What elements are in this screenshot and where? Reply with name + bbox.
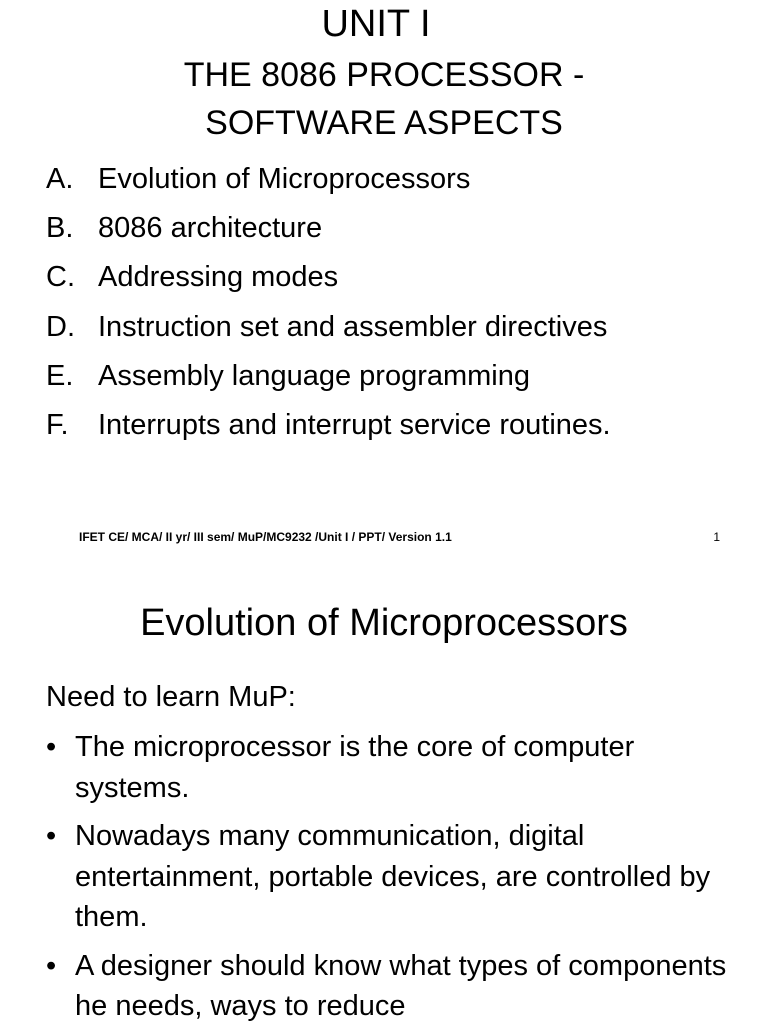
slide-2 [0, 560, 768, 1024]
outline-item-letter: F. [46, 409, 69, 442]
unit-title: UNIT I [321, 3, 431, 45]
outline-item-letter: D. [46, 310, 75, 343]
bullet-list [46, 727, 746, 1035]
outline-item-text: Instruction set and assembler directives [98, 310, 608, 343]
outline-item [46, 253, 611, 302]
outline-item [46, 352, 611, 401]
bullet-text: Nowadays many communication, digital entertainment, portable devices, are controlled by them. [75, 820, 711, 933]
outline-item-letter: A. [46, 163, 74, 195]
slide-title-line-1: THE 8086 PROCESSOR - [183, 56, 585, 94]
bullet-text: A designer should know what types of components he needs, ways to reduce [75, 949, 727, 1022]
slide-footer: IFET CE/ MCA/ II yr/ III sem/ MuP/MC9232 /Unit I / PPT/ Version 1.1 [79, 530, 452, 544]
outline-item-text: Interrupts and interrupt service routines. [98, 409, 611, 442]
intro-text: Need to learn MuP: [46, 681, 296, 713]
outline-item [46, 204, 611, 253]
bullet-icon: • [46, 949, 57, 982]
outline-item-text: Addressing modes [98, 261, 339, 294]
list-item [46, 727, 746, 808]
outline-item-letter: C. [46, 261, 75, 294]
outline-item [46, 401, 611, 450]
outline-item-text: Evolution of Microprocessors [98, 163, 471, 195]
page-number: 1 [713, 530, 720, 544]
outline-item [46, 155, 611, 204]
bullet-text: The microprocessor is the core of computer systems. [75, 731, 635, 804]
outline-item-text: 8086 architecture [98, 212, 323, 245]
slide-title: Evolution of Microprocessors [140, 602, 628, 644]
bullet-icon: • [46, 731, 57, 763]
outline-item-letter: E. [46, 359, 74, 392]
outline-item-letter: B. [46, 212, 74, 245]
list-item [46, 816, 746, 938]
bullet-icon: • [46, 820, 57, 852]
outline-item-text: Assembly language programming [98, 359, 530, 392]
slide-title-line-2: SOFTWARE ASPECTS [205, 104, 563, 142]
list-item [46, 946, 746, 1027]
outline-item [46, 303, 611, 352]
topic-outline [46, 155, 611, 450]
